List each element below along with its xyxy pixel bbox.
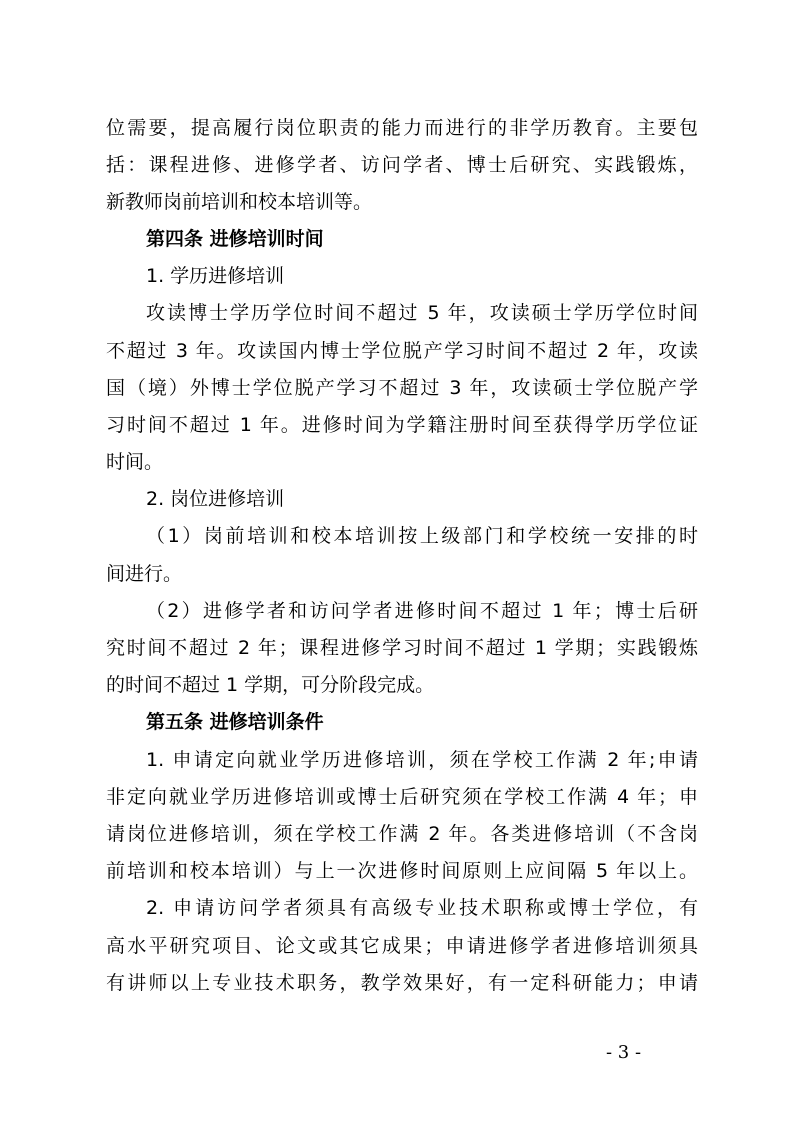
section-subheading: 2. 岗位进修培训: [146, 488, 285, 510]
paragraph-line: 1. 申请定向就业学历进修培训，须在学校工作满 2 年;申请: [146, 749, 698, 771]
paragraph-line: 习时间不超过 1 年。进修时间为学籍注册时间至获得学历学位证: [106, 414, 698, 436]
paragraph-line: 前培训和校本培训）与上一次进修时间原则上应间隔 5 年以上。: [106, 860, 698, 882]
paragraph-line: 请岗位进修培训，须在学校工作满 2 年。各类进修培训（不含岗: [106, 823, 698, 845]
paragraph-line: 非定向就业学历进修培训或博士后研究须在学校工作满 4 年；申: [106, 786, 698, 808]
paragraph-line: 的时间不超过 1 学期，可分阶段完成。: [106, 674, 435, 696]
paragraph-line: 攻读博士学历学位时间不超过 5 年，攻读硕士学历学位时间: [146, 302, 698, 324]
paragraph-line: 究时间不超过 2 年；课程进修学习时间不超过 1 学期；实践锻炼: [106, 637, 698, 659]
article-heading-5: 第五条 进修培训条件: [146, 711, 324, 733]
paragraph-line: 括：课程进修、进修学者、访问学者、博士后研究、实践锻炼，: [106, 154, 698, 176]
paragraph-line: 时间。: [106, 451, 164, 473]
section-subheading: 1. 学历进修培训: [146, 265, 285, 287]
paragraph-line: 有讲师以上专业技术职务，教学效果好，有一定科研能力；申请: [106, 972, 698, 994]
paragraph-line: 间进行。: [106, 563, 183, 585]
page-number: - 3 -: [606, 1042, 642, 1063]
paragraph-line: 新教师岗前培训和校本培训等。: [106, 191, 373, 213]
paragraph-line: 位需要，提高履行岗位职责的能力而进行的非学历教育。主要包: [106, 117, 698, 139]
paragraph-line: 2. 申请访问学者须具有高级专业技术职称或博士学位，有: [146, 897, 698, 919]
article-heading-4: 第四条 进修培训时间: [146, 228, 324, 250]
paragraph-line: （2）进修学者和访问学者进修时间不超过 1 年；博士后研: [146, 600, 698, 622]
paragraph-line: 高水平研究项目、论文或其它成果；申请进修学者进修培训须具: [106, 935, 698, 957]
paragraph-line: 国（境）外博士学位脱产学习不超过 3 年，攻读硕士学位脱产学: [106, 377, 698, 399]
paragraph-line: 不超过 3 年。攻读国内博士学位脱产学习时间不超过 2 年，攻读: [106, 340, 698, 362]
paragraph-line: （1）岗前培训和校本培训按上级部门和学校统一安排的时: [146, 525, 698, 547]
